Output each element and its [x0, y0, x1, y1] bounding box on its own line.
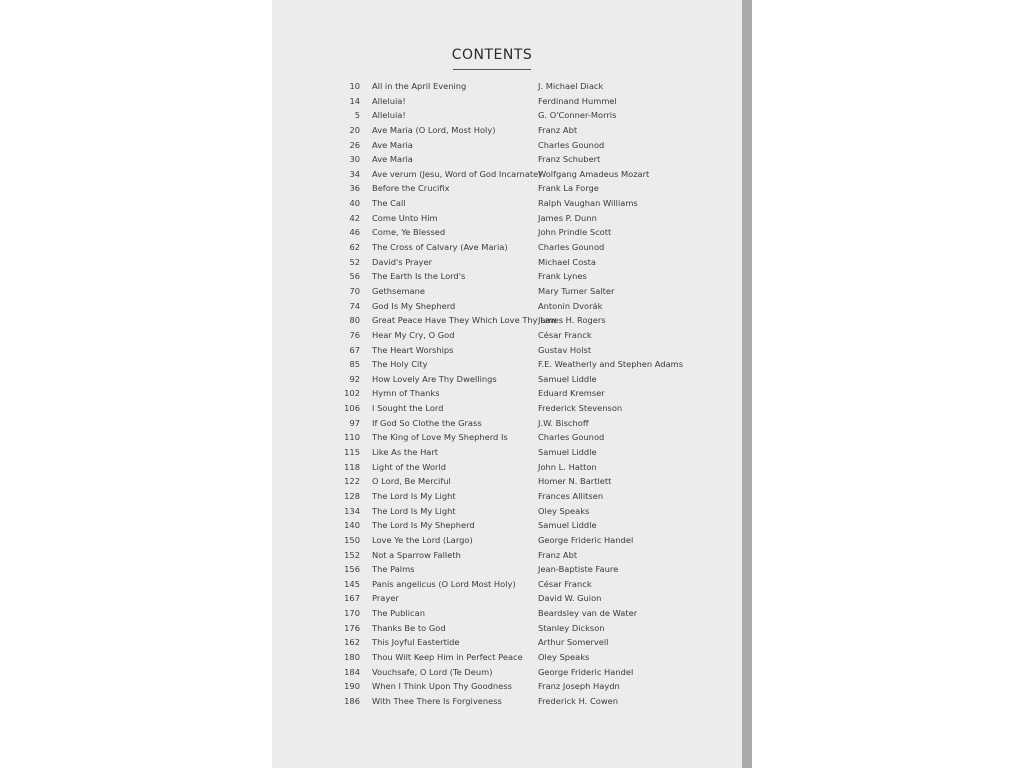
- entry-page-number: 186: [344, 695, 360, 706]
- entry-title: Thanks Be to God: [372, 622, 446, 633]
- entry-title: Alleluia!: [372, 95, 406, 106]
- entry-composer: Samuel Liddle: [538, 447, 597, 458]
- entry-composer: Charles Gounod: [538, 432, 605, 443]
- entry-composer: Franz Abt: [538, 124, 578, 135]
- entry-composer: J.W. Bischoff: [538, 417, 589, 428]
- entry-page-number: 30: [349, 154, 360, 165]
- entry-composer: Oley Speaks: [538, 505, 590, 516]
- contents-entry: [272, 79, 742, 94]
- entry-title: I Sought the Lord: [372, 403, 444, 414]
- entry-page-number: 128: [344, 490, 360, 501]
- entry-title: Great Peace Have They Which Love Thy Law: [372, 315, 557, 326]
- entry-composer: Ferdinand Hummel: [538, 95, 617, 106]
- entry-title: Ave Maria: [372, 154, 413, 165]
- contents-entry: [272, 357, 742, 372]
- entry-title: If God So Clothe the Grass: [372, 417, 482, 428]
- entry-title: All in the April Evening: [372, 81, 467, 91]
- entry-page-number: 167: [344, 593, 360, 604]
- entry-composer: Stanley Dickson: [538, 622, 605, 633]
- entry-page-number: 20: [349, 124, 360, 135]
- entry-composer: Wolfgang Amadeus Mozart: [538, 168, 650, 179]
- entry-page-number: 152: [344, 549, 360, 560]
- contents-entry: [272, 269, 742, 284]
- entry-page-number: 140: [344, 520, 360, 531]
- contents-entry: [272, 577, 742, 592]
- entry-composer: Samuel Liddle: [538, 373, 597, 384]
- contents-entry: [272, 650, 742, 665]
- contents-entry: [272, 504, 742, 519]
- contents-entry: [272, 181, 742, 196]
- entry-composer: Antonin Dvorák: [538, 300, 603, 311]
- entry-composer: Samuel Liddle: [538, 520, 597, 531]
- entry-page-number: 118: [344, 461, 360, 472]
- entry-composer: G. O'Conner-Morris: [538, 110, 617, 121]
- entry-composer: Jean-Baptiste Faure: [538, 564, 619, 575]
- entry-title: Alleluia!: [372, 110, 406, 121]
- contents-entry: [272, 196, 742, 211]
- contents-entry: [272, 474, 742, 489]
- contents-entry: [272, 489, 742, 504]
- entry-composer: J. Michael Diack: [538, 81, 604, 91]
- contents-entry: [272, 416, 742, 431]
- entry-page-number: 122: [344, 476, 360, 487]
- entry-page-number: 46: [349, 227, 360, 238]
- entry-title: The Lord Is My Shepherd: [372, 520, 475, 531]
- entry-page-number: 34: [349, 168, 360, 179]
- contents-entry: [272, 460, 742, 475]
- contents-entry: [272, 621, 742, 636]
- entry-composer: Ralph Vaughan Williams: [538, 198, 638, 209]
- contents-entry: [272, 606, 742, 621]
- contents-entry: [272, 343, 742, 358]
- contents-list: [272, 79, 742, 709]
- entry-page-number: 70: [349, 285, 360, 296]
- entry-page-number: 170: [344, 608, 360, 619]
- entry-composer: John L. Hatton: [538, 461, 597, 472]
- entry-title: Gethsemane: [372, 285, 426, 296]
- entry-title: Not a Sparrow Falleth: [372, 549, 461, 560]
- contents-entry: [272, 694, 742, 709]
- entry-page-number: 150: [344, 534, 360, 545]
- entry-title: The Call: [372, 198, 406, 209]
- entry-composer: Beardsley van de Water: [538, 608, 638, 619]
- entry-title: Come Unto Him: [372, 212, 438, 223]
- contents-entry: [272, 445, 742, 460]
- entry-page-number: 56: [349, 271, 360, 282]
- entry-composer: Charles Gounod: [538, 139, 605, 150]
- entry-page-number: 156: [344, 564, 360, 575]
- entry-page-number: 26: [349, 139, 360, 150]
- entry-composer: F.E. Weatherly and Stephen Adams: [538, 359, 684, 370]
- entry-title: Ave Maria (O Lord, Most Holy): [372, 124, 496, 135]
- page-title: CONTENTS: [451, 47, 533, 63]
- entry-title: God Is My Shepherd: [372, 300, 456, 311]
- entry-title: Ave verum (Jesu, Word of God Incarnate): [372, 168, 542, 179]
- entry-title: O Lord, Be Merciful: [372, 476, 451, 487]
- entry-page-number: 5: [354, 110, 360, 121]
- contents-entry: [272, 284, 742, 299]
- entry-page-number: 92: [349, 373, 360, 384]
- contents-entry: [272, 108, 742, 123]
- entry-title: The Holy City: [372, 359, 428, 370]
- entry-title: The Lord Is My Light: [372, 505, 456, 516]
- entry-composer: James P. Dunn: [538, 212, 597, 223]
- entry-title: When I Think Upon Thy Goodness: [372, 681, 512, 692]
- page-edge-shadow: [742, 0, 752, 768]
- entry-page-number: 190: [344, 681, 360, 692]
- entry-title: Come, Ye Blessed: [372, 227, 446, 238]
- entry-title: Prayer: [372, 593, 399, 604]
- entry-composer: Frank La Forge: [538, 183, 599, 194]
- contents-entry: [272, 123, 742, 138]
- contents-entry: [272, 533, 742, 548]
- entry-composer: James H. Rogers: [538, 315, 606, 326]
- entry-page-number: 115: [344, 447, 360, 458]
- entry-page-number: 36: [349, 183, 360, 194]
- entry-composer: Eduard Kremser: [538, 388, 605, 399]
- entry-page-number: 180: [344, 651, 360, 662]
- entry-composer: George Frideric Handel: [538, 534, 634, 545]
- entry-composer: Gustav Holst: [538, 344, 592, 355]
- entry-title: The King of Love My Shepherd Is: [372, 432, 508, 443]
- entry-page-number: 52: [349, 256, 360, 267]
- contents-entry: [272, 518, 742, 533]
- contents-entry: [272, 665, 742, 680]
- entry-composer: Mary Turner Salter: [538, 285, 615, 296]
- contents-entry: [272, 299, 742, 314]
- contents-entry: [272, 591, 742, 606]
- entry-page-number: 74: [349, 300, 360, 311]
- entry-composer: George Frideric Handel: [538, 666, 634, 677]
- entry-title: The Earth Is the Lord's: [372, 271, 466, 282]
- contents-entry: [272, 152, 742, 167]
- entry-page-number: 102: [344, 388, 360, 399]
- entry-composer: Frederick H. Cowen: [538, 695, 618, 706]
- entry-page-number: 76: [349, 329, 360, 340]
- entry-composer: Franz Joseph Haydn: [538, 681, 620, 692]
- entry-title: Light of the World: [372, 461, 447, 472]
- contents-entry: [272, 240, 742, 255]
- entry-composer: Charles Gounod: [538, 242, 605, 253]
- entry-page-number: 106: [344, 403, 360, 414]
- entry-title: Vouchsafe, O Lord (Te Deum): [372, 666, 493, 677]
- entry-title: Thou Wilt Keep Him in Perfect Peace: [372, 651, 523, 662]
- entry-composer: César Franck: [538, 329, 592, 340]
- entry-title: Before the Crucifix: [372, 183, 450, 194]
- entry-title: Hymn of Thanks: [372, 388, 440, 399]
- entry-composer: Franz Schubert: [538, 154, 601, 165]
- entry-page-number: 62: [349, 242, 360, 253]
- entry-page-number: 40: [349, 198, 360, 209]
- contents-entry: [272, 225, 742, 240]
- entry-page-number: 42: [349, 212, 360, 223]
- entry-composer: Frederick Stevenson: [538, 403, 623, 414]
- contents-entry: [272, 386, 742, 401]
- entry-composer: Arthur Somervell: [538, 637, 609, 648]
- contents-entry: [272, 255, 742, 270]
- entry-composer: César Franck: [538, 578, 592, 589]
- contents-entry: [272, 562, 742, 577]
- entry-composer: Frances Allitsen: [538, 490, 604, 501]
- entry-title: David's Prayer: [372, 256, 432, 267]
- contents-entry: [272, 548, 742, 563]
- contents-entry: [272, 372, 742, 387]
- entry-title: The Publican: [372, 608, 425, 619]
- entry-title: The Heart Worships: [372, 344, 454, 355]
- entry-page-number: 110: [344, 432, 360, 443]
- contents-entry: [272, 679, 742, 694]
- entry-page-number: 67: [349, 344, 360, 355]
- entry-title: The Lord Is My Light: [372, 490, 456, 501]
- contents-entry: [272, 211, 742, 226]
- entry-composer: David W. Guion: [538, 593, 602, 604]
- contents-entry: [272, 430, 742, 445]
- entry-composer: Frank Lynes: [538, 271, 587, 282]
- entry-composer: Oley Speaks: [538, 651, 590, 662]
- contents-entry: [272, 635, 742, 650]
- book-page: [272, 0, 742, 768]
- entry-composer: Michael Costa: [538, 256, 596, 267]
- entry-page-number: 145: [344, 578, 360, 589]
- entry-page-number: 184: [344, 666, 360, 677]
- entry-composer: John Prindle Scott: [538, 227, 612, 238]
- entry-title: With Thee There Is Forgiveness: [372, 695, 502, 706]
- title-underline: [453, 69, 531, 70]
- entry-title: Ave Maria: [372, 139, 413, 150]
- contents-entry: [272, 138, 742, 153]
- contents-entry: [272, 401, 742, 416]
- entry-title: How Lovely Are Thy Dwellings: [372, 373, 497, 384]
- entry-title: Hear My Cry, O God: [372, 329, 455, 340]
- entry-composer: Homer N. Bartlett: [538, 476, 612, 487]
- contents-entry: [272, 167, 742, 182]
- entry-page-number: 14: [349, 95, 360, 106]
- entry-page-number: 10: [349, 81, 360, 91]
- contents-entry: [272, 328, 742, 343]
- entry-composer: Franz Abt: [538, 549, 578, 560]
- entry-title: The Cross of Calvary (Ave Maria): [372, 242, 508, 253]
- entry-page-number: 85: [349, 359, 360, 370]
- entry-page-number: 97: [349, 417, 360, 428]
- entry-title: Like As the Hart: [372, 447, 439, 458]
- contents-entry: [272, 313, 742, 328]
- entry-page-number: 80: [349, 315, 360, 326]
- entry-page-number: 134: [344, 505, 360, 516]
- entry-title: Panis angelicus (O Lord Most Holy): [372, 578, 516, 589]
- entry-title: This Joyful Eastertide: [372, 637, 460, 648]
- entry-title: Love Ye the Lord (Largo): [372, 534, 473, 545]
- entry-title: The Palms: [372, 564, 415, 575]
- contents-entry: [272, 94, 742, 109]
- entry-page-number: 162: [344, 637, 360, 648]
- entry-page-number: 176: [344, 622, 360, 633]
